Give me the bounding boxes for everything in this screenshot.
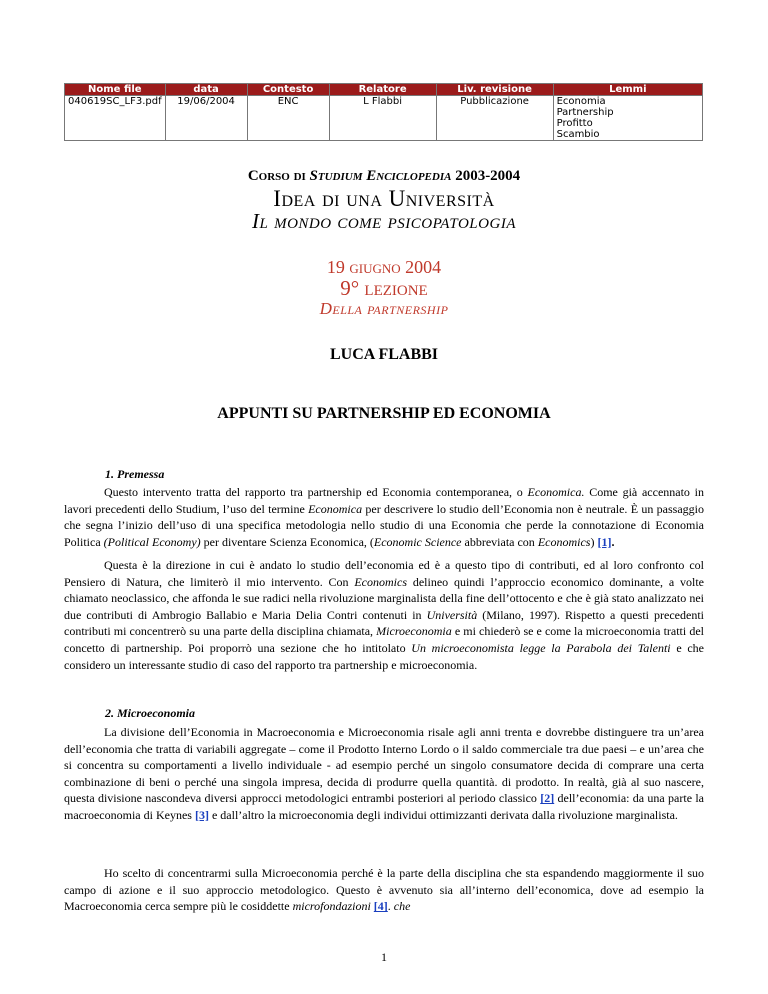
course-title: Corso di Studium Enciclopedia 2003-2004	[247, 168, 521, 184]
metadata-table	[64, 83, 703, 141]
paragraph: Ho scelto di concentrarmi sulla Microeconomia perché è la parte della disciplina che sta espandendo maggiormente il suo campo di azione e il suo approccio metodologico. Questo è avvenuto sia all’interno dell’economica, dove ad esempio la Macroeconomia cerca sempre più le cosiddette microfondazioni [4]. che	[64, 866, 704, 914]
section-heading: 2. Microeconomia	[105, 706, 195, 720]
cell-data: 19/06/2004	[165, 96, 247, 141]
cell-lemmi	[553, 96, 702, 141]
header-nome-file: Nome file	[65, 84, 166, 96]
paragraph: Questa è la direzione in cui è andato lo studio dell’economia ed è a questo tipo di contributi, ed al loro confronto col Pensiero di Natura, che limiterò il mio intervento. Con Economics delineo quindi l’approccio economico dominante, a volte chiamato neoclassico, che affonda le sue radici nella rivoluzione marginalista della fine dell’ottocento e che è già stato analizzato nei due contributi di Ambrogio Ballabio e Maria Delia Contri contenuti in Università (Milano, 1997). Rispetto a questi precedenti contributi mi concentrerò su una parte della disciplina chiamata, Microeconomia e mi chiederò se e come la microeconomia tratti del concetto di partnership. Poi proporrò una sezione che ho intitolato Un microeconomista legge la Parabola dei Talenti e che considero un interessante studio di caso del rapporto tra partnership e microeconomia.	[64, 558, 705, 672]
lecture-date: 19 giugno 2004	[326, 257, 442, 277]
header-contesto: Contesto	[247, 84, 329, 96]
footnote-link[interactable]: [4]	[373, 899, 388, 914]
lemma-item: Partnership	[556, 107, 614, 118]
cell-liv-revisione: Pubblicazione	[436, 96, 553, 141]
lemma-item: Economia	[556, 96, 606, 107]
author-name: LUCA FLABBI	[329, 346, 439, 363]
header-data: data	[165, 84, 247, 96]
footnote-link[interactable]: [2]	[540, 791, 555, 806]
lecture-topic: Della partnership	[319, 299, 449, 318]
lecture-number: 9° lezione	[340, 276, 428, 300]
cell-nome-file: 040619SC_LF3.pdf	[65, 96, 166, 141]
lemma-item: Scambio	[556, 129, 600, 140]
cell-relatore: L Flabbi	[329, 96, 436, 141]
header-liv-revisione: Liv. revisione	[436, 84, 553, 96]
metadata-header-row	[65, 84, 703, 96]
footnote-link[interactable]: [3]	[194, 807, 209, 822]
section-heading: 1. Premessa	[105, 467, 165, 481]
metadata-row	[65, 96, 703, 141]
header-relatore: Relatore	[329, 84, 436, 96]
header-lemmi: Lemmi	[553, 84, 702, 96]
footnote-link[interactable]: [1]	[597, 534, 612, 549]
page-number: 1	[381, 950, 387, 964]
series-subtitle: Il mondo come psicopatologia	[252, 209, 516, 233]
paragraph: Questo intervento tratta del rapporto tra partnership ed Economia contemporanea, o Economica. Come già accennato in lavori precedenti dello Studium, l’uso del termine Economica per descrivere lo studio dell’Economia non è neutrale. È un passaggio che segna l’inizio dell’uso di una specifica metodologia nello studio di una Economia che perde la connotazione di Economia Politica (Political Economy) per diventare Scienza Economica, (Economic Science abbreviata con Economics) [1].	[64, 485, 704, 549]
paragraph: La divisione dell’Economia in Macroeconomia e Microeconomia risale agli anni trenta e dovrebbe distinguere tra un’area dell’economia che tratta di variabili aggregate – come il Prodotto Interno Lordo o il saldo commerciale tra due paesi – e un’area che si concentra su comportamenti a livello individuale - ad esempio perché un singolo consumatore decida di comprare una certa combinazione di beni o perché una singola impresa, decida di produrre quella quantità. di prodotto. In realtà, già al suo nascere, questa divisione nascondeva diversi approcci metodologici entrambi posteriori al periodo classico [2] dell’economia: da una parte la macroeconomia di Keynes [3] e dall’altro la microeconomia degli individui ottimizzanti derivata dalla rivoluzione marginalista.	[64, 725, 705, 822]
series-title: Idea di una Università	[273, 186, 495, 211]
lemma-item: Profitto	[556, 118, 593, 129]
article-heading: APPUNTI SU PARTNERSHIP ED ECONOMIA	[217, 405, 551, 422]
cell-contesto: ENC	[247, 96, 329, 141]
